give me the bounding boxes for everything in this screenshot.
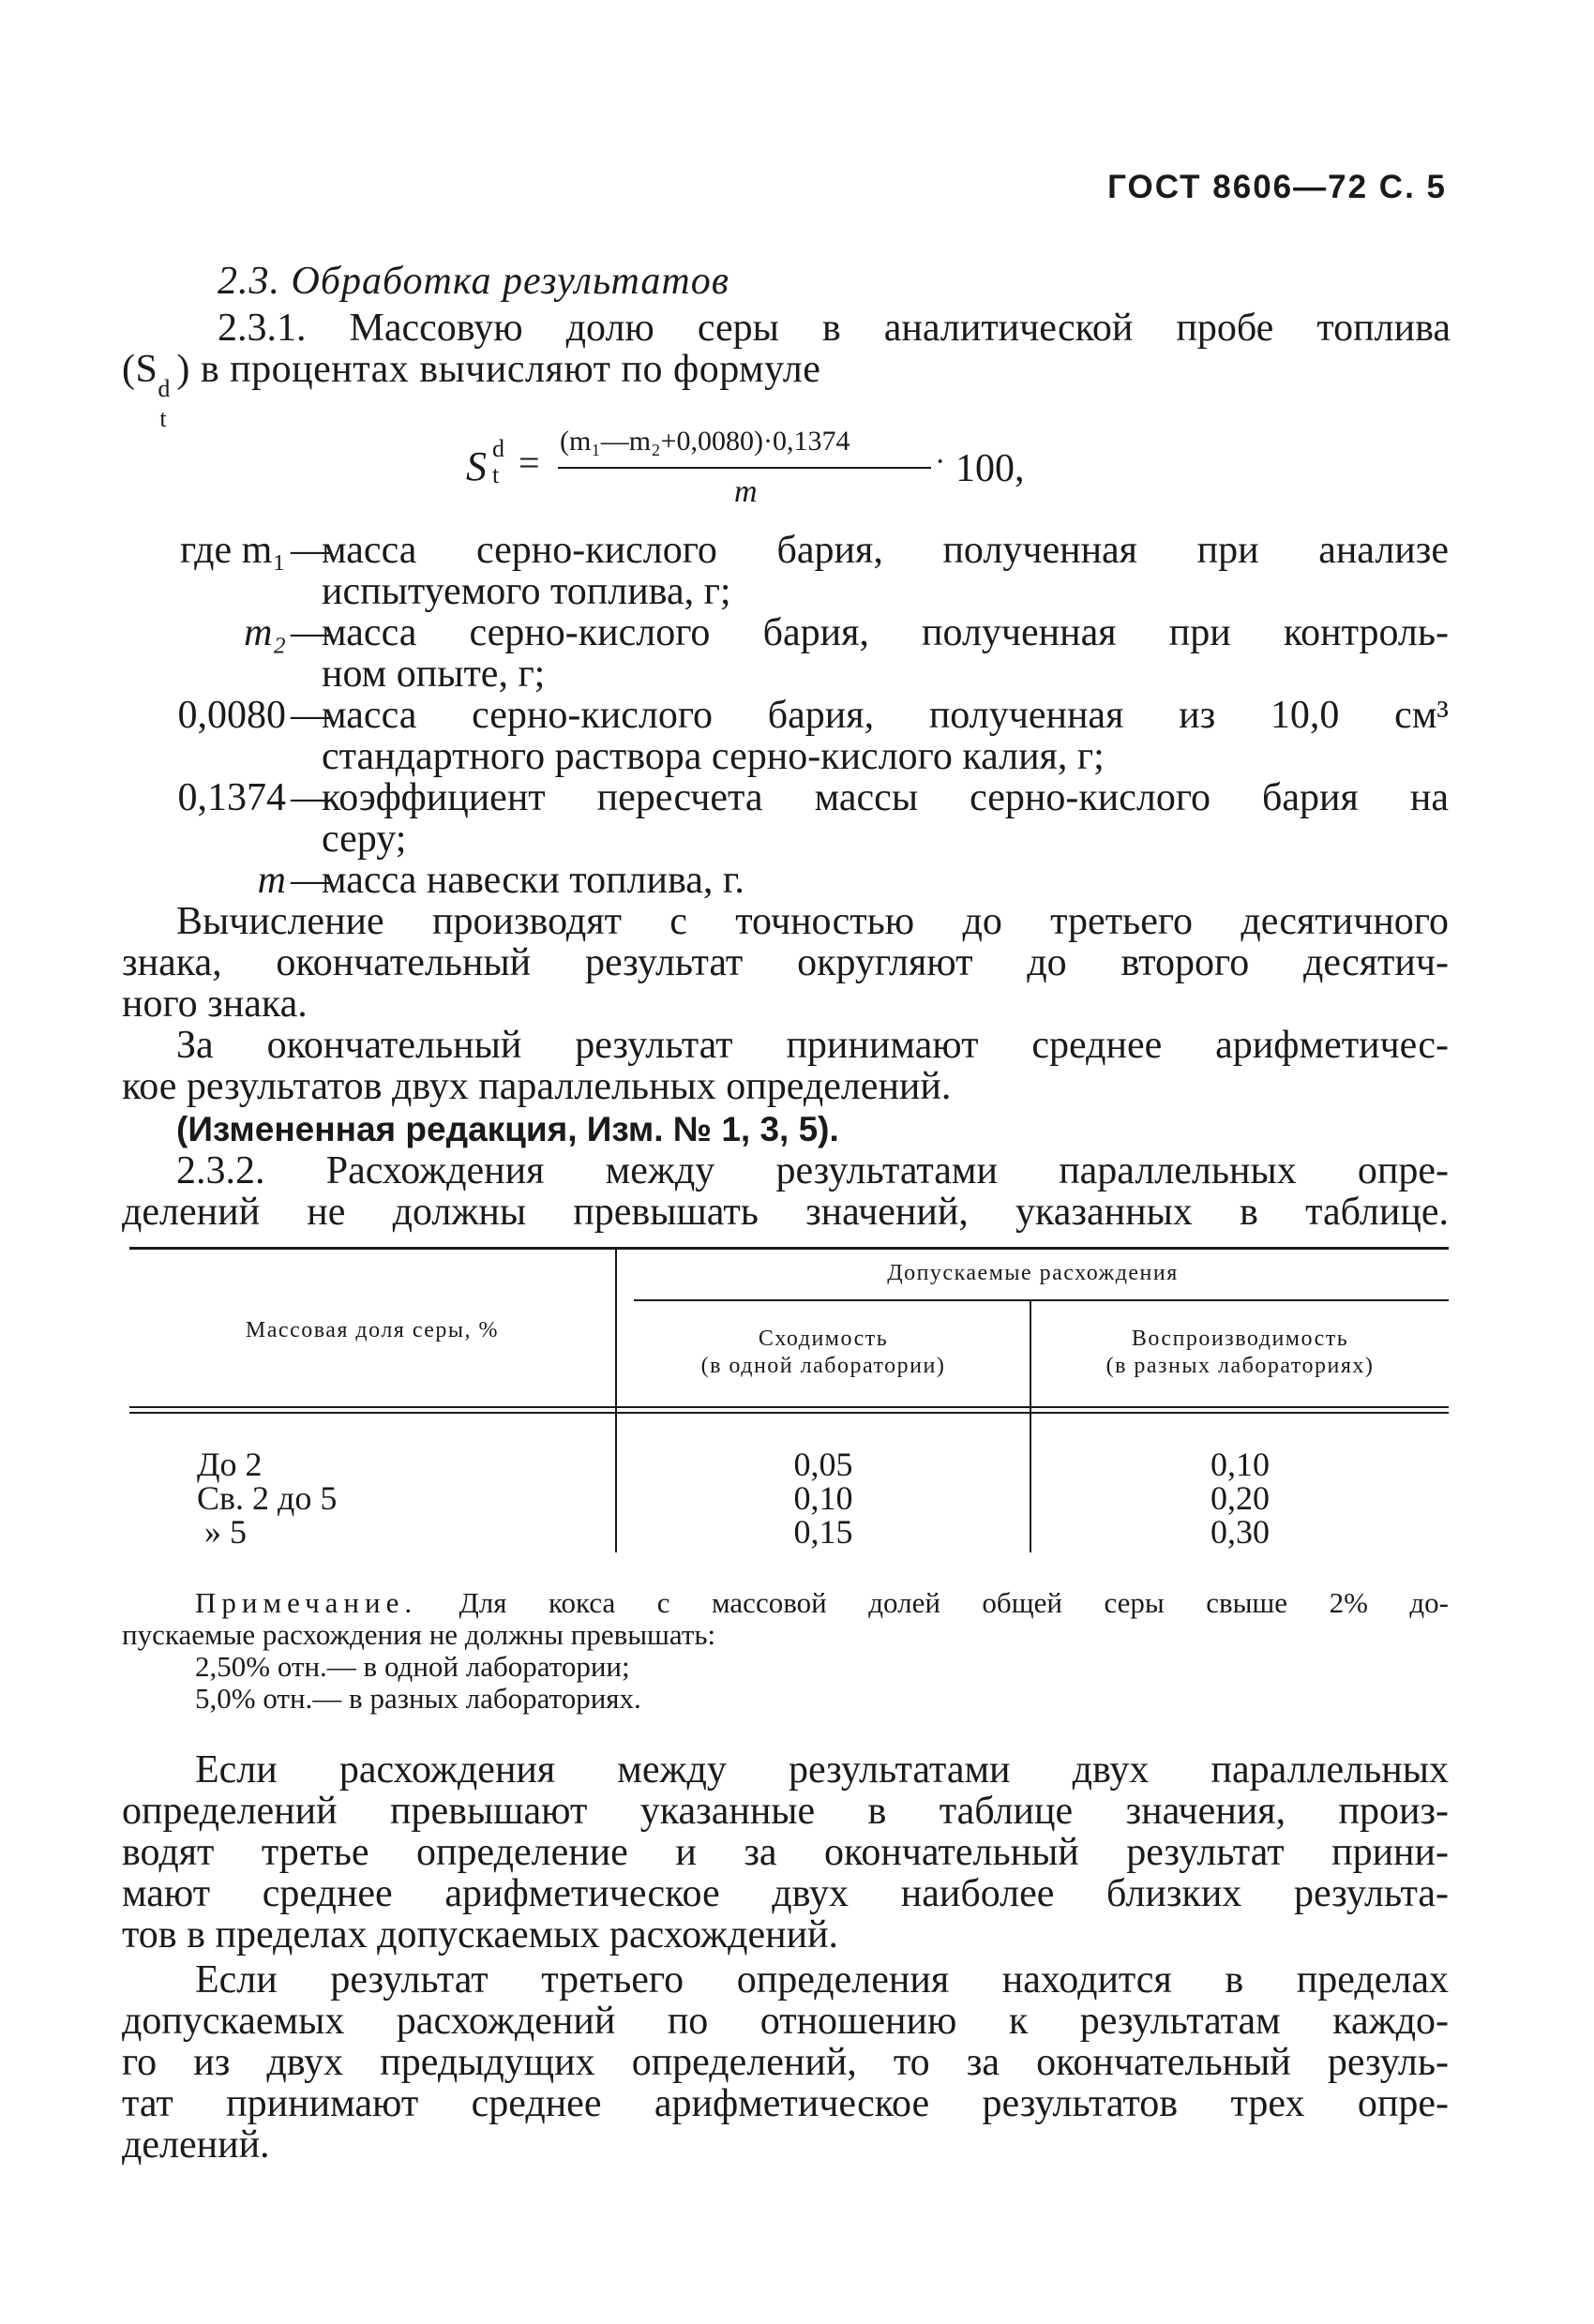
where-sym-01374: 0,1374 <box>177 776 286 819</box>
formula-numerator: (m₁—m₂+0,0080)·0,1374 <box>560 426 850 457</box>
note-line1-text: Для кокса с массовой долей общей серы свыше 2% до- <box>459 1586 1450 1619</box>
if2-line1: Если результат третьего определения находится в пределах <box>195 1958 1449 2002</box>
th-convergence-sub: (в одной лаборатории) <box>700 1354 946 1378</box>
final-line1: За окончательный результат принимают среднее арифметичес- <box>176 1024 1449 1067</box>
p231-line2-post: ) в процентах вычисляют по формуле <box>176 348 821 391</box>
if1-line1: Если расхождения между результатами двух параллельных <box>195 1748 1449 1792</box>
table-cell-conv: 0,15 <box>793 1513 853 1551</box>
where-m1-line1: масса серно-кислого бария, полученная при анализе <box>322 529 1449 572</box>
document-header: ГОСТ 8606—72 С. 5 <box>1107 169 1447 205</box>
calc-line3: ного знака. <box>122 982 308 1026</box>
where-dash-m: — <box>291 859 330 902</box>
table-cell-repr: 0,30 <box>1211 1513 1270 1551</box>
where-sym-m1: где m₁ <box>180 529 286 572</box>
where-dash-m1: — <box>291 529 330 572</box>
note-label: Примечание. <box>195 1586 418 1619</box>
p232-line2: делений не должны превышать значений, указанных в таблице. <box>122 1191 1449 1234</box>
section-title: 2.3. Обработка результатов <box>218 260 729 303</box>
table-cell-repr: 0,10 <box>1211 1446 1270 1483</box>
note-line2: пускаемые расхождения не должны превышать: <box>122 1618 716 1651</box>
note-line3: 2,50% отн.— в одной лаборатории; <box>195 1650 630 1683</box>
note-line4: 5,0% отн.— в разных лабораториях. <box>195 1682 641 1715</box>
where-sym-m: m <box>257 859 286 902</box>
table-cell-conv: 0,10 <box>793 1479 853 1517</box>
amendment-note: (Измененная редакция, Изм. № 1, 3, 5). <box>176 1110 839 1148</box>
where-sym-00080: 0,0080 <box>177 694 286 737</box>
where-m1-line2: испытуемого топлива, г; <box>322 570 731 613</box>
calc-line2: знака, окончательный результат округляют до второго десятич- <box>122 941 1449 984</box>
if1-line5: тов в пределах допускаемых расхождений. <box>122 1913 839 1957</box>
if1-line4: мают среднее арифметическое двух наиболее близких результа- <box>122 1872 1449 1915</box>
if1-line3: водят третье определение и за окончательный результат прини- <box>122 1831 1449 1874</box>
p231-line2 <box>122 348 821 432</box>
if2-line3: го из двух предыдущих определений, то за окончательный резуль- <box>122 2041 1449 2084</box>
p231-sup: d <box>158 375 171 402</box>
formula-factor: 100, <box>955 447 1025 490</box>
formula-denominator: m <box>734 474 758 509</box>
final-line2: кое результатов двух параллельных определений. <box>122 1065 952 1108</box>
where-01374-line2: серу; <box>322 817 407 861</box>
calc-line1: Вычисление производят с точностью до третьего десятичного <box>176 900 1449 943</box>
where-m2-line2: ном опыте, г; <box>322 652 546 696</box>
formula-lhs-sub: t <box>492 461 500 488</box>
table-group-rule <box>634 1299 1449 1301</box>
formula-lhs: S <box>466 443 487 489</box>
if2-line4: тат принимают среднее арифметическое результатов трех опре- <box>122 2082 1449 2125</box>
where-sym-m2: m₂ <box>244 611 286 654</box>
where-00080-line2: стандартного раствора серно-кислого калия, г; <box>322 735 1105 778</box>
formula-lhs-sup: d <box>492 435 504 462</box>
if2-line5: делений. <box>122 2123 270 2167</box>
table-row-label: До 2 <box>197 1446 263 1483</box>
if1-line2: определений превышают указанные в таблице значения, произ- <box>122 1790 1449 1833</box>
table-cell-conv: 0,05 <box>793 1446 853 1483</box>
p231-line1: 2.3.1. Массовую долю серы в аналитической пробе топлива <box>218 307 1451 350</box>
if2-line2: допускаемых расхождений по отношению к результатам каждо- <box>122 2000 1449 2043</box>
formula-mult: · <box>935 444 946 479</box>
th-convergence: Сходимость <box>758 1327 889 1351</box>
where-dash-01374: — <box>291 776 330 819</box>
where-m2-line1: масса серно-кислого бария, полученная при контроль- <box>322 611 1449 654</box>
where-00080-line1: масса серно-кислого бария, полученная из 10,0 см³ <box>322 694 1449 737</box>
where-01374-line1: коэффициент пересчета массы серно-кислого бария на <box>322 776 1449 819</box>
p232-line1: 2.3.2. Расхождения между результатами параллельных опре- <box>176 1149 1449 1192</box>
formula-eq: = <box>519 442 540 484</box>
where-m-line1: масса навески топлива, г. <box>322 859 744 902</box>
table-row-label: Св. 2 до 5 <box>197 1479 338 1517</box>
th-reproducibility-sub: (в разных лабораториях) <box>1105 1354 1375 1378</box>
p231-line2-pre: (S <box>122 348 158 391</box>
where-dash-m2: — <box>291 611 330 654</box>
th-sulfur-share: Массовая доля серы, % <box>245 1318 500 1342</box>
formula-fraction-bar <box>558 467 931 469</box>
where-dash-00080: — <box>291 694 330 737</box>
formula <box>466 412 1085 525</box>
table-header-rule-a <box>129 1406 1449 1408</box>
table-cell-repr: 0,20 <box>1211 1479 1270 1517</box>
table-header-rule-b <box>129 1412 1449 1414</box>
th-tolerances: Допускаемые расхождения <box>887 1261 1179 1285</box>
note-line1 <box>195 1588 1449 1618</box>
table-row-label: » 5 <box>204 1513 247 1551</box>
p231-sub: t <box>159 405 168 432</box>
table-top-rule <box>129 1247 1449 1250</box>
th-reproducibility: Воспроизводимость <box>1131 1327 1349 1351</box>
